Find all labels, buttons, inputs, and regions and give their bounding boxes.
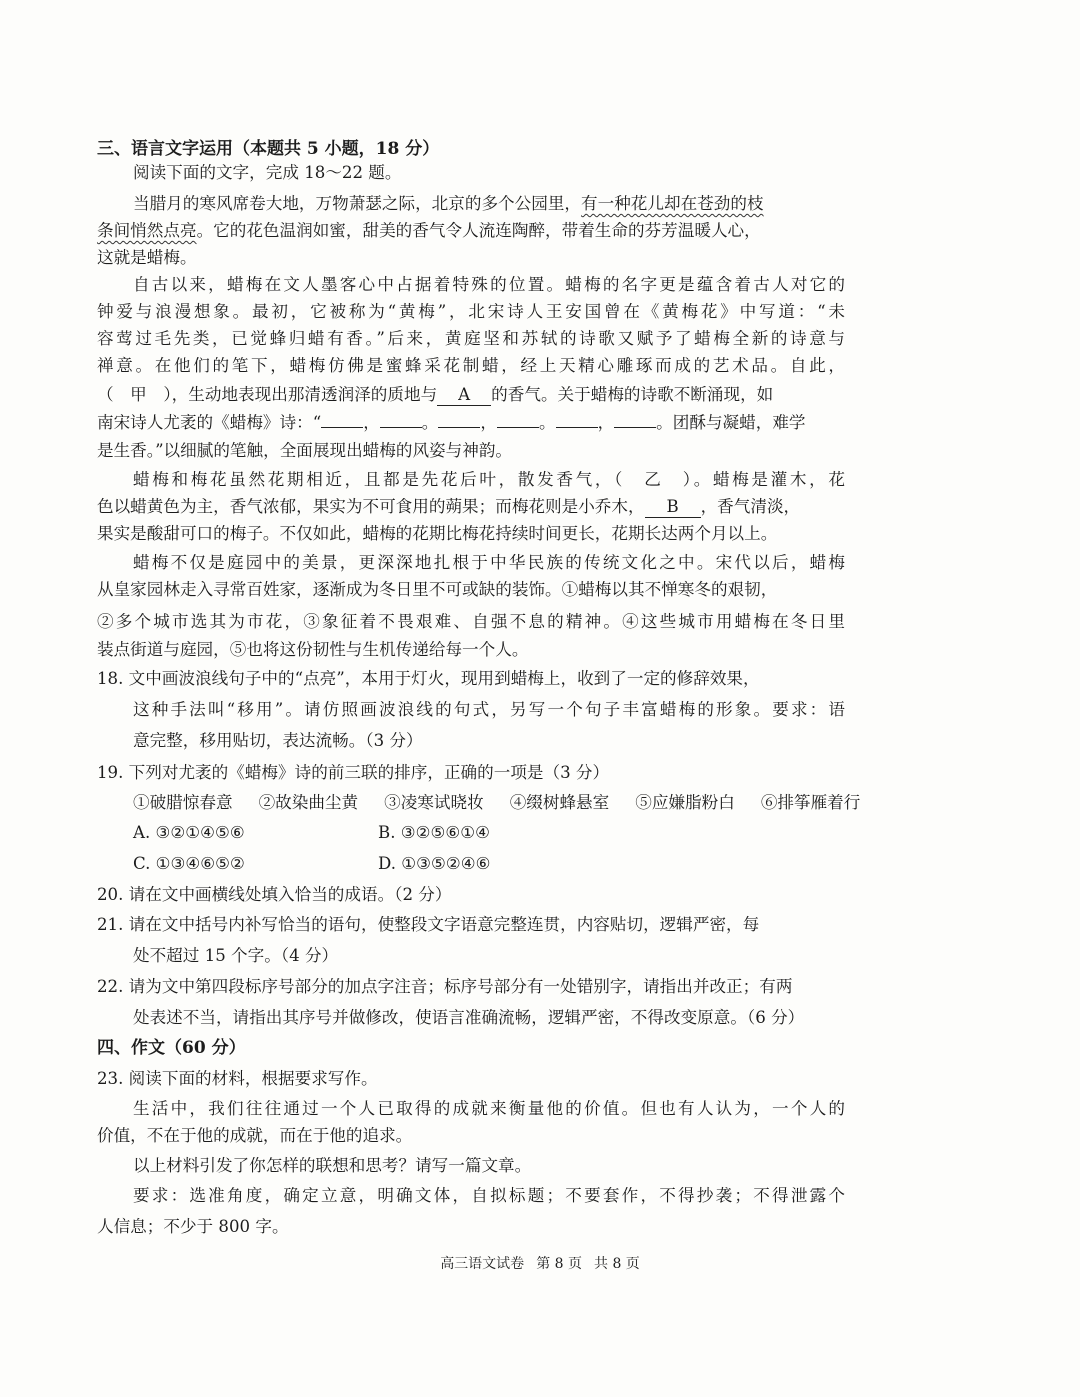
q22-line-1: 22. 请为文中第四段标序号部分的加点字注音；标序号部分有一处错别字，请指出并改正；有两	[97, 977, 793, 996]
q23-stem: 23. 阅读下面的材料，根据要求写作。	[97, 1069, 378, 1088]
p2-line-1: 自古以来，蜡梅在文人墨客心中占据着特殊的位置。蜡梅的名字更是蕴含着古人对它的	[133, 275, 845, 294]
poem-blank-3	[438, 427, 480, 428]
q19-items	[133, 790, 1080, 816]
material-line-3: 以上材料引发了你怎样的联想和思考？请写一篇文章。	[133, 1156, 532, 1175]
footer-page: 第 8 页	[536, 1256, 582, 1272]
section-3-intro: 阅读下面的文字，完成 18～22 题。	[133, 163, 402, 182]
q19-option-b: B. ③②⑤⑥①④	[378, 823, 490, 842]
p1-line-2	[97, 218, 845, 244]
p3-text: 色以蜡黄色为主，香气浓郁，果实为不可食用的蒴果；而梅花则是小乔木，	[97, 497, 645, 516]
wavy-sentence-part-1: 有一种花儿却在苍劲的枝	[581, 194, 764, 213]
p2-line-7: 是生香。”以细腻的笔触，全面展现出蜡梅的风姿与神韵。	[97, 441, 513, 460]
p2-line-4: 禅意。在他们的笔下，蜡梅仿佛是蜜蜂采花制蜡，经上天精心雕琢而成的艺术品。自此，	[97, 356, 845, 375]
q19-option-c: C. ①③④⑥⑤②	[133, 854, 245, 873]
p3-line-2	[97, 494, 1080, 520]
p3-line-3: 果实是酸甜可口的梅子。不仅如此，蜡梅的花期比梅花持续时间更长，花期长达两个月以上。	[97, 524, 778, 543]
q19-item: ③凌寒试晓妆	[384, 793, 484, 812]
q19-option-a: A. ③②①④⑤⑥	[133, 823, 245, 842]
page-footer	[0, 1254, 1080, 1274]
poem-blank-5	[556, 427, 598, 428]
p2-text: 的香气。关于蜡梅的诗歌不断涌现，如	[491, 385, 774, 404]
poem-blank-2	[380, 427, 422, 428]
p2-line-3: 容莺过毛先类，已觉蜂归蜡有香。”后来，黄庭坚和苏轼的诗歌又赋予了蜡梅全新的诗意与	[97, 329, 845, 348]
comma: ，	[480, 413, 497, 432]
bracket-jia-text: （ 甲 ），生动地表现出那清透润泽的质地与	[97, 385, 438, 404]
q21-line-2: 处不超过 15 个字。（4 分）	[133, 946, 339, 965]
comma: ，	[363, 413, 380, 432]
period: 。	[538, 413, 556, 432]
blank-a: A	[437, 385, 491, 406]
material-line-2: 价值，不在于他的成就，而在于他的追求。	[97, 1126, 413, 1145]
p2-line-2: 钟爱与浪漫想象。最初，它被称为“黄梅”，北宋诗人王安国曾在《黄梅花》中写道：“未	[97, 302, 845, 321]
p2-line-6	[97, 410, 1080, 436]
q19-item: ①破腊惊春意	[133, 793, 233, 812]
p1-line-1	[133, 191, 845, 217]
q21-line-1: 21. 请在文中括号内补写恰当的语句，使整段文字语意完整连贯，内容贴切，逻辑严密，每	[97, 915, 760, 934]
q19-item: ④缀树蜂悬室	[509, 793, 610, 812]
footer-title: 高三语文试卷	[440, 1256, 525, 1272]
q19-item: ⑥排筝雁着行	[760, 793, 861, 812]
poem-blank-6	[614, 427, 656, 428]
p4-line-2: 从皇家园林走入寻常百姓家，逐渐成为冬日里不可或缺的装饰。①蜡梅以其不惮寒冬的艰韧，	[97, 580, 778, 599]
p2-line-5	[97, 382, 1080, 408]
p3-text: ，香气清淡，	[700, 497, 801, 516]
wavy-sentence-part-2: 条间悄然点亮	[97, 221, 197, 240]
p2-text: 。团酥与凝蜡，难学	[656, 413, 806, 432]
p2-text: 南宋诗人尤袤的《蜡梅》诗：“	[97, 413, 322, 432]
q22-line-2: 处表述不当，请指出其序号并做修改，使语言准确流畅，逻辑严密，不得改变原意。（6 分）	[133, 1008, 805, 1027]
requirement-line-1: 要求：选准角度，确定立意，明确文体，自拟标题；不要套作，不得抄袭；不得泄露个	[133, 1186, 845, 1205]
q19-item: ⑤应嫌脂粉白	[635, 793, 735, 812]
material-line-1: 生活中，我们往往通过一个人已取得的成就来衡量他的价值。但也有人认为，一个人的	[133, 1099, 845, 1118]
q18-line-1: 18. 文中画波浪线句子中的“点亮”，本用于灯火，现用到蜡梅上，收到了一定的修辞效果，	[97, 669, 760, 688]
comma: ，	[597, 413, 615, 432]
p1-text: 当腊月的寒风席卷大地，万物萧瑟之际，北京的多个公园里，	[133, 194, 582, 213]
p4-line-1: 蜡梅不仅是庭园中的美景，更深深地扎根于中华民族的传统文化之中。宋代以后，蜡梅	[133, 553, 845, 572]
requirement-line-2: 人信息；不少于 800 字。	[97, 1217, 289, 1236]
q19-item: ②故染曲尘黄	[258, 793, 359, 812]
poem-blank-4	[497, 427, 539, 428]
section-4-heading: 四、作文（60 分）	[97, 1038, 246, 1058]
p4-line-3: ②多个城市选其为市花，③象征着不畏艰难、自强不息的精神。④这些城市用蜡梅在冬日里	[97, 612, 845, 631]
q18-line-2: 这种手法叫“移用”。请仿照画波浪线的句式，另写一个句子丰富蜡梅的形象。要求：语	[133, 700, 845, 719]
p1-line-3: 这就是蜡梅。	[97, 248, 197, 267]
q19-option-d: D. ①③⑤②④⑥	[378, 854, 491, 873]
p1-text: 。它的花色温润如蜜，甜美的香气令人流连陶醉，带着生命的芬芳温暖人心，	[196, 221, 761, 240]
section-3-heading: 三、语言文字运用（本题共 5 小题，18 分）	[97, 139, 440, 159]
blank-b: B	[645, 497, 701, 518]
footer-total: 共 8 页	[594, 1256, 640, 1272]
q19-stem: 19. 下列对尤袤的《蜡梅》诗的前三联的排序，正确的一项是（3 分）	[97, 763, 610, 782]
q20: 20. 请在文中画横线处填入恰当的成语。（2 分）	[97, 885, 452, 904]
period: 。	[421, 413, 439, 432]
q18-line-3: 意完整，移用贴切，表达流畅。（3 分）	[133, 731, 423, 750]
p3-line-1: 蜡梅和梅花虽然花期相近，且都是先花后叶，散发香气，（ 乙 ）。蜡梅是灌木，花	[133, 470, 845, 489]
poem-blank-1	[321, 427, 363, 428]
p4-line-4: 装点街道与庭园，⑤也将这份韧性与生机传递给每一个人。	[97, 640, 529, 659]
